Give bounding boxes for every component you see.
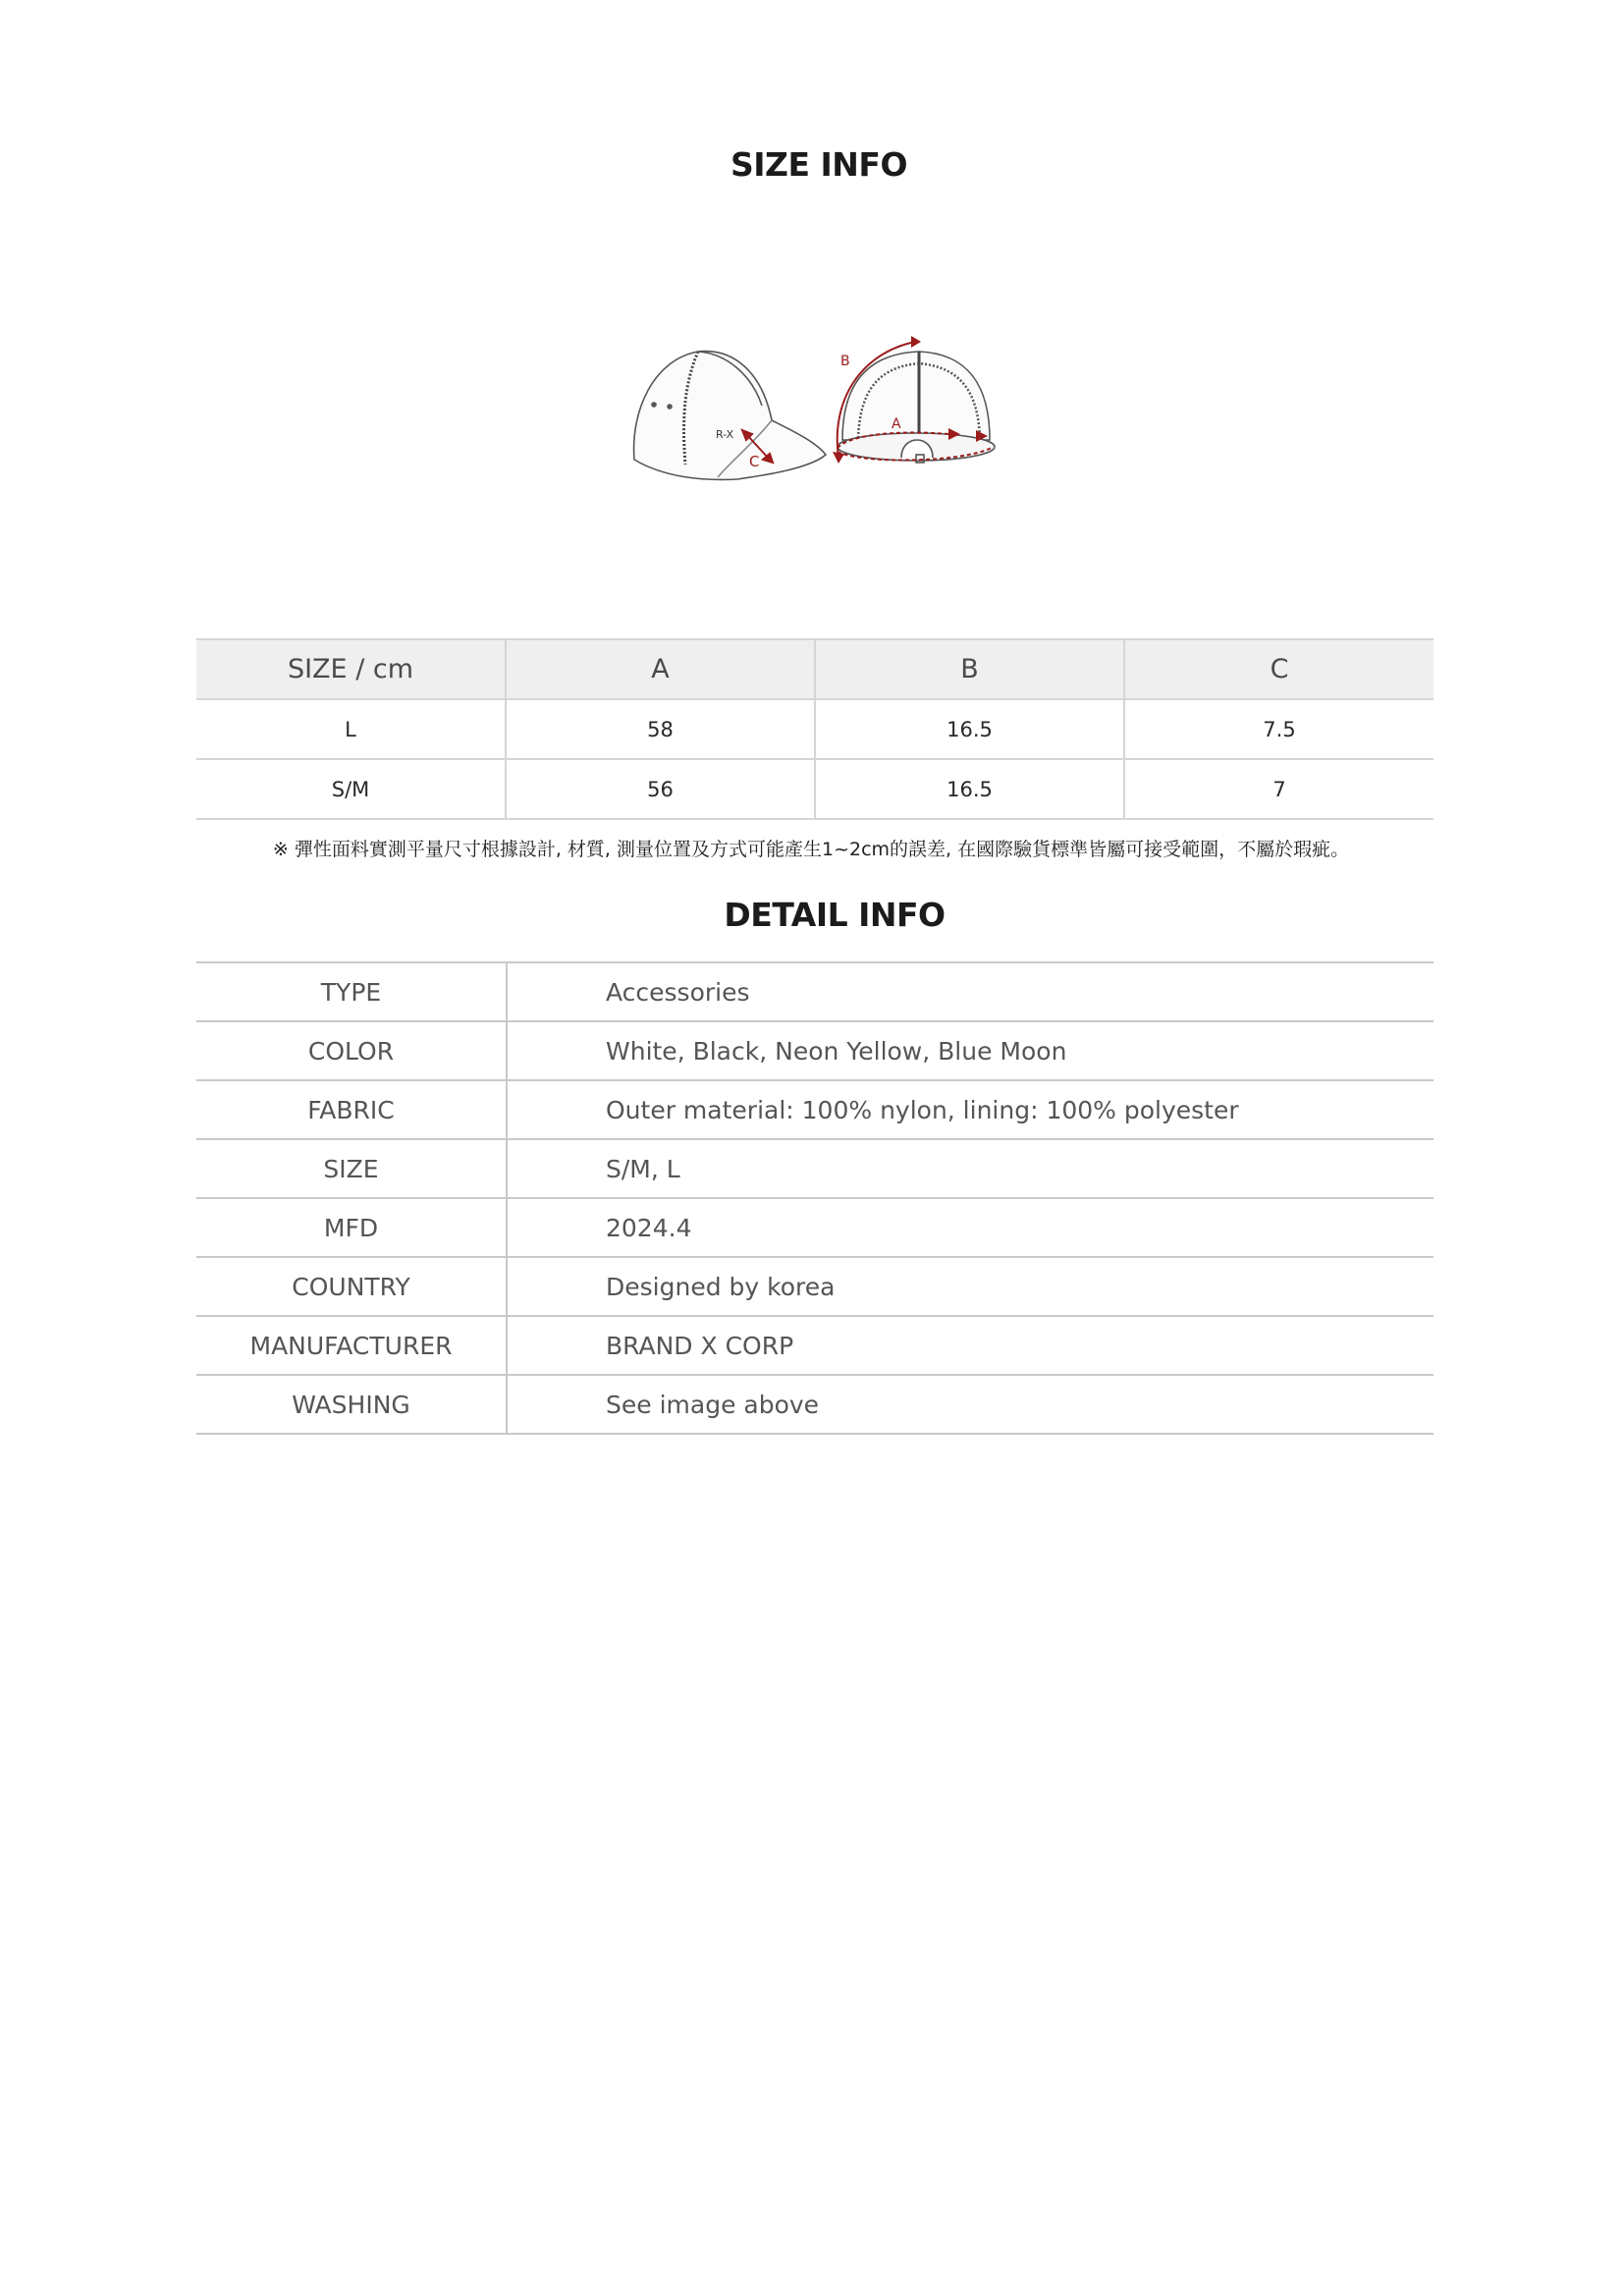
detail-value: Outer material: 100% nylon, lining: 100% polyester [507, 1080, 1433, 1139]
b-cell: 16.5 [815, 759, 1124, 819]
cap-logo: R-X [716, 428, 734, 441]
detail-key: TYPE [196, 962, 507, 1021]
detail-key: FABRIC [196, 1080, 507, 1139]
table-row [196, 1139, 1433, 1198]
a-cell: 56 [506, 759, 815, 819]
table-row [196, 759, 1433, 819]
detail-value: BRAND X CORP [507, 1316, 1433, 1375]
detail-key: COLOR [196, 1021, 507, 1080]
table-row [196, 1080, 1433, 1139]
detail-key: COUNTRY [196, 1257, 507, 1316]
detail-value: See image above [507, 1375, 1433, 1434]
label-c: C [749, 453, 760, 470]
b-arrow-head-top [911, 336, 921, 348]
a-cell: 58 [506, 699, 815, 759]
c-cell: 7.5 [1124, 699, 1433, 759]
size-info-title: SIZE INFO [730, 145, 907, 184]
size-table-header [196, 639, 1433, 699]
table-row [196, 1198, 1433, 1257]
table-row [196, 1316, 1433, 1375]
detail-value: White, Black, Neon Yellow, Blue Moon [507, 1021, 1433, 1080]
measurement-note: ※ 彈性面料實測平量尺寸根據設計, 材質, 測量位置及方式可能產生1~2cm的誤差, 在國際驗貨標準皆屬可接受範圍，不屬於瑕疵。 [272, 839, 1350, 860]
label-a: A [892, 416, 901, 432]
size-table [196, 638, 1433, 820]
header-c: C [1124, 639, 1433, 699]
detail-info-title: DETAIL INFO [724, 896, 946, 934]
table-row [196, 962, 1433, 1021]
label-b: B [840, 354, 850, 369]
size-cell: L [196, 699, 506, 759]
header-b: B [815, 639, 1124, 699]
detail-value: 2024.4 [507, 1198, 1433, 1257]
table-row [196, 699, 1433, 759]
header-size: SIZE / cm [196, 639, 506, 699]
detail-value: Accessories [507, 962, 1433, 1021]
c-cell: 7 [1124, 759, 1433, 819]
cap-measurement-diagram [624, 332, 1007, 491]
table-row [196, 1021, 1433, 1080]
cap-back-view-icon [838, 352, 995, 463]
header-a: A [506, 639, 815, 699]
detail-key: WASHING [196, 1375, 507, 1434]
b-arrow-head-bottom [833, 452, 844, 464]
cap-side-view-icon [634, 352, 826, 480]
detail-key: SIZE [196, 1139, 507, 1198]
size-cell: S/M [196, 759, 506, 819]
detail-value: Designed by korea [507, 1257, 1433, 1316]
detail-table [196, 961, 1433, 1435]
detail-key: MFD [196, 1198, 507, 1257]
table-row [196, 1257, 1433, 1316]
detail-key: MANUFACTURER [196, 1316, 507, 1375]
table-row [196, 1375, 1433, 1434]
b-cell: 16.5 [815, 699, 1124, 759]
detail-value: S/M, L [507, 1139, 1433, 1198]
